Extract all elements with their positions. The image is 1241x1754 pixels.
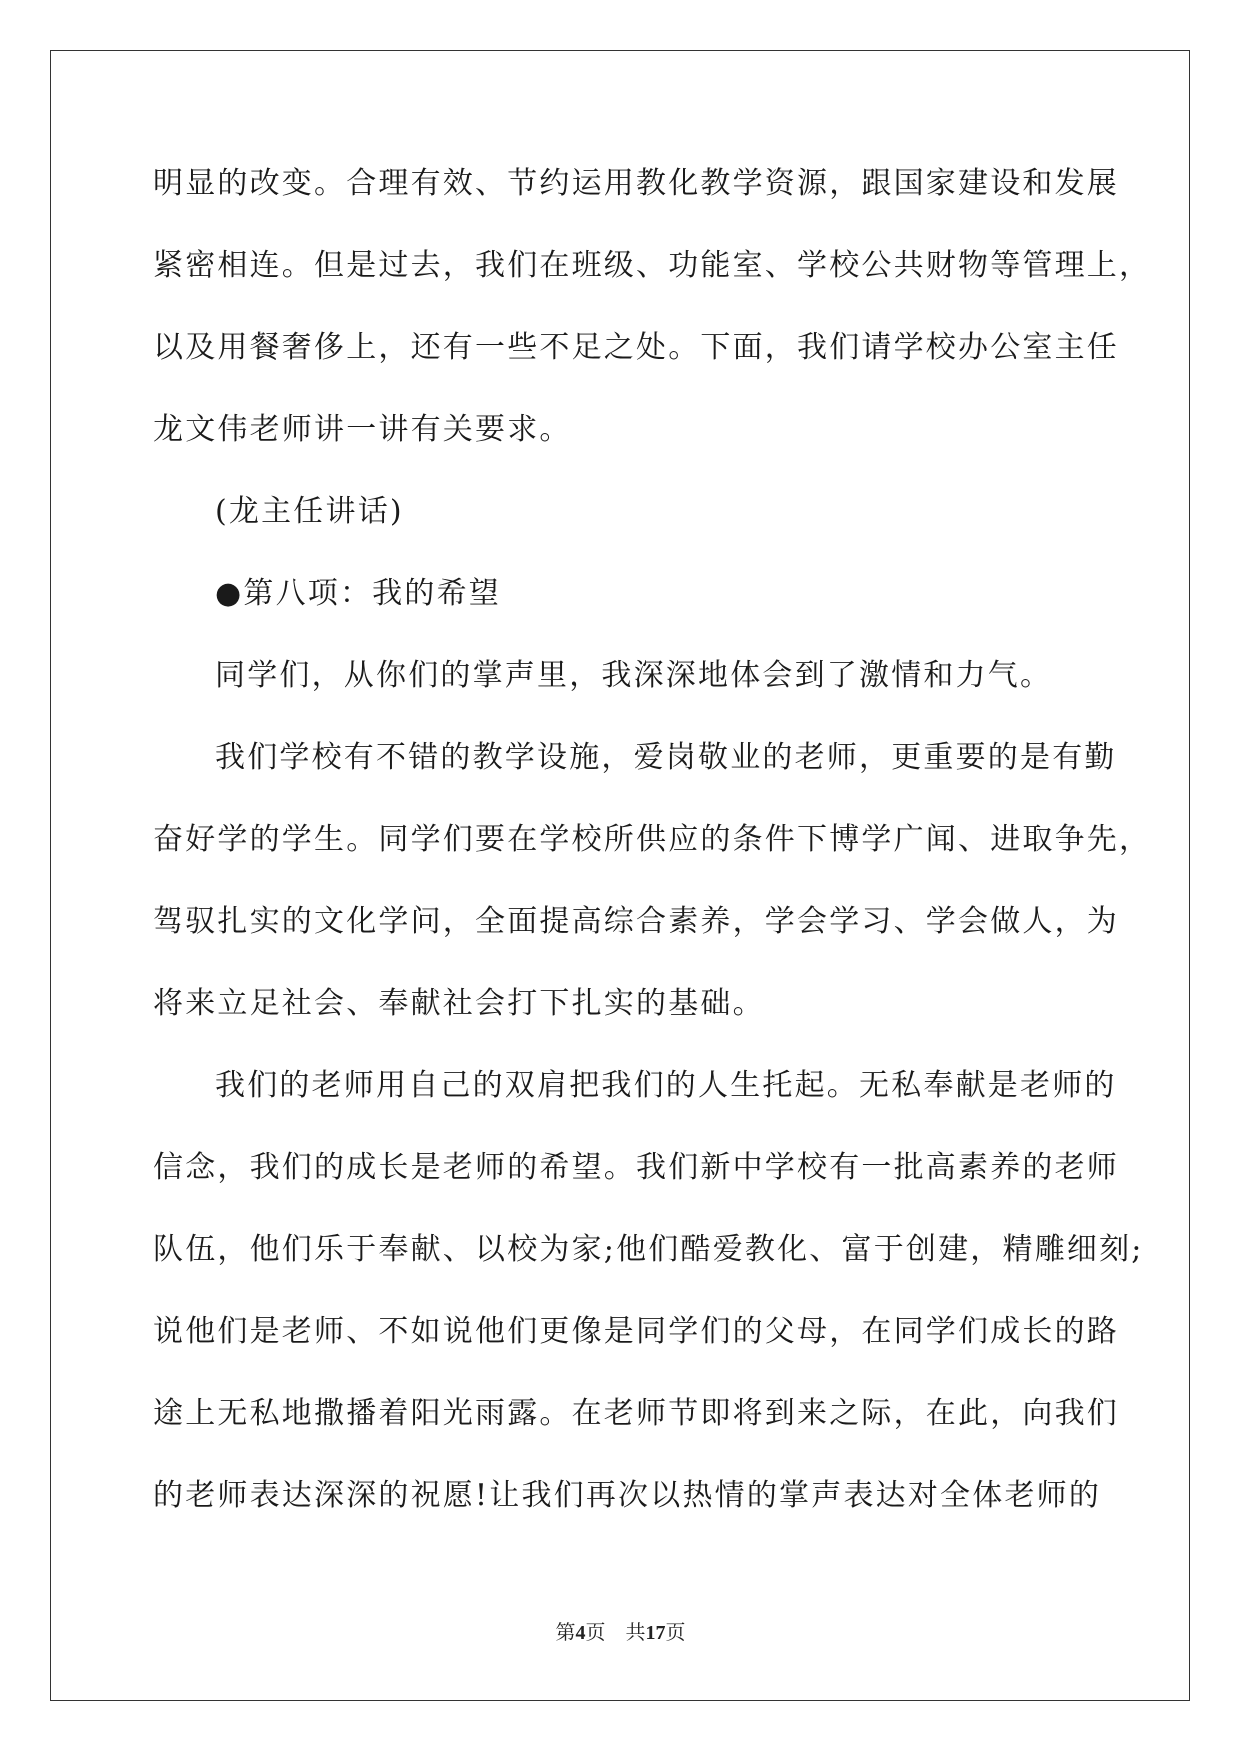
- text-line: 说他们是老师、不如说他们更像是同学们的父母，在同学们成长的路: [153, 1314, 1119, 1349]
- text-line: (龙主任讲话): [215, 494, 404, 529]
- text-line: 明显的改变。合理有效、节约运用教化教学资源，跟国家建设和发展: [153, 166, 1119, 201]
- section-heading: ●第八项：我的希望: [215, 576, 501, 611]
- text-line: 将来立足社会、奉献社会打下扎实的基础。: [153, 986, 765, 1021]
- footer-page-suffix: 页: [585, 1622, 606, 1644]
- footer-prefix: 第: [555, 1622, 576, 1644]
- text-line: 信念，我们的成长是老师的希望。我们新中学校有一批高素养的老师: [153, 1150, 1119, 1185]
- text-line: 我们的老师用自己的双肩把我们的人生托起。无私奉献是老师的: [215, 1068, 1117, 1103]
- text-line: 驾驭扎实的文化学问，全面提高综合素养，学会学习、学会做人，为: [153, 904, 1119, 939]
- text-line: 途上无私地撒播着阳光雨露。在老师节即将到来之际，在此，向我们: [153, 1396, 1119, 1431]
- text-line: 奋好学的学生。同学们要在学校所供应的条件下博学广闻、进取争先，: [153, 822, 1152, 857]
- text-line: 龙文伟老师讲一讲有关要求。: [153, 412, 572, 447]
- text-line: 我们学校有不错的教学设施，爱岗敬业的老师，更重要的是有勤: [215, 740, 1117, 775]
- text-line: 紧密相连。但是过去，我们在班级、功能室、学校公共财物等管理上，: [153, 248, 1152, 283]
- current-page-number: 4: [575, 1622, 586, 1644]
- total-page-number: 17: [645, 1622, 666, 1644]
- text-line: 的老师表达深深的祝愿!让我们再次以热情的掌声表达对全体老师的: [153, 1478, 1102, 1513]
- footer-total-suffix: 页: [665, 1622, 686, 1644]
- footer-total-prefix: 共: [625, 1622, 646, 1644]
- text-line: 以及用餐奢侈上，还有一些不足之处。下面，我们请学校办公室主任: [153, 330, 1119, 365]
- page-number-footer: [0, 1616, 1241, 1645]
- document-body: [153, 160, 1152, 1554]
- text-line: 同学们，从你们的掌声里，我深深地体会到了激情和力气。: [215, 658, 1053, 693]
- text-line: 队伍，他们乐于奉献、以校为家;他们酷爱教化、富于创建，精雕细刻;: [153, 1232, 1144, 1267]
